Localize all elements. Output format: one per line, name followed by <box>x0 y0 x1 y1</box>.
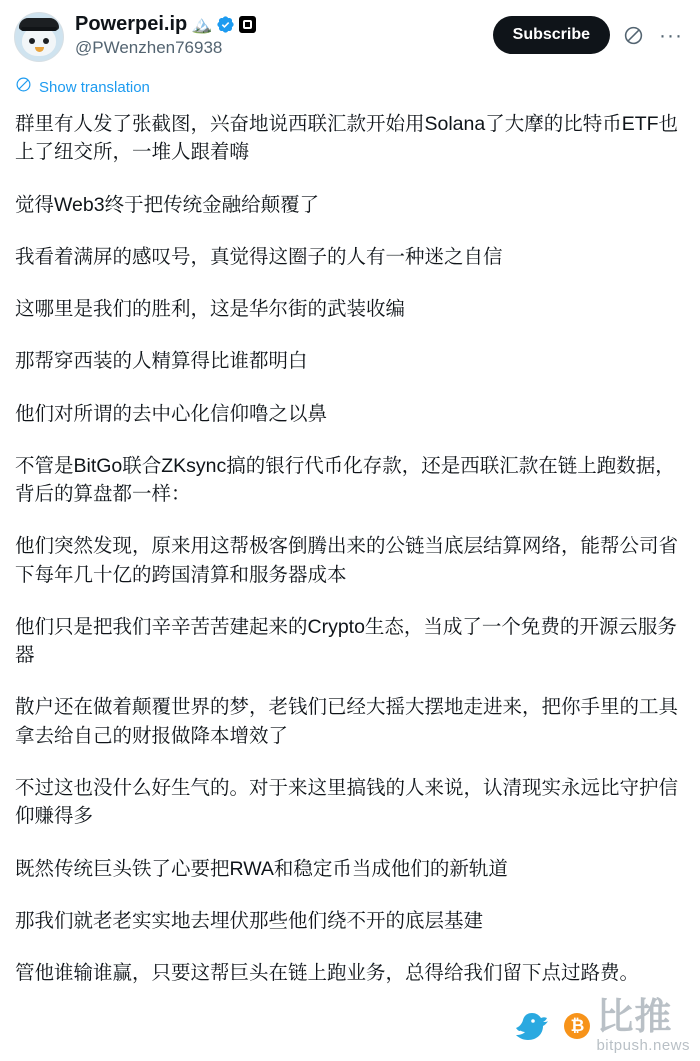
watermark-text <box>596 998 690 1053</box>
translate-icon <box>15 76 32 98</box>
tweet-paragraph: 他们只是把我们辛辛苦苦建起来的Crypto生态，当成了一个免费的开源云服务器 <box>15 615 677 667</box>
tweet-paragraph: 觉得Web3终于把传统金融给颠覆了 <box>15 193 320 216</box>
tweet-paragraph: 这哪里是我们的胜利，这是华尔街的武装收编 <box>15 298 406 321</box>
avatar-eye-left <box>29 38 35 44</box>
subscribe-button[interactable]: Subscribe <box>493 16 610 54</box>
tweet-paragraph: 不过这也没什么好生气的。对于来这里搞钱的人来说，认清现实永远比守护信仰赚得多 <box>15 776 679 828</box>
show-translation-row[interactable] <box>0 62 700 98</box>
tweet-paragraph: 他们对所谓的去中心化信仰噜之以鼻 <box>15 402 328 425</box>
profile-avatar[interactable] <box>14 12 64 62</box>
tweet-paragraph: 不管是BitGo联合ZKsync搞的银行代币化存款，还是西联汇款在链上跑数据，背后的算盘都一样： <box>15 454 675 506</box>
tweet-paragraph: 他们突然发现，原来用这帮极客倒腾出来的公链当底层结算网络，能帮公司省下每年几十亿的跨国清算和服务器成本 <box>15 535 679 586</box>
author-display-name[interactable]: Powerpei.ip <box>75 13 188 35</box>
watermark-title: 比推 <box>596 996 673 1037</box>
mountain-emoji-icon: 🏔️ <box>191 15 213 34</box>
avatar-eye-right <box>43 38 49 44</box>
site-watermark <box>512 998 690 1053</box>
tweet-paragraph: 那我们就老老实实地去埋伏那些他们绕不开的底层基建 <box>15 909 484 932</box>
tweet-paragraph: 群里有人发了张截图，兴奋地说西联汇款开始用Solana了大摩的比特币ETF也上了纽交所，一堆人跟着嗨 <box>15 113 679 164</box>
tweet-paragraph: 管他谁输谁赢，只要这帮巨头在链上跑业务，总得给我们留下点过路费。 <box>15 962 640 985</box>
more-options-label: ··· <box>659 23 683 47</box>
tweet-paragraph: 既然传统巨头铁了心要把RWA和稳定币当成他们的新轨道 <box>15 857 508 880</box>
grok-icon[interactable] <box>618 20 648 50</box>
author-handle[interactable]: @PWenzhen76938 <box>75 38 223 57</box>
affiliate-badge-icon[interactable] <box>239 16 256 33</box>
avatar-hat-shape <box>19 18 59 30</box>
tweet-paragraph: 那帮穿西装的人精算得比谁都明白 <box>15 350 308 373</box>
tweet-paragraph: 散户还在做着颠覆世界的梦，老钱们已经大摇大摆地走进来，把你手里的工具拿去给自己的财报做降本增效了 <box>15 696 679 747</box>
tweet-text-body <box>0 98 700 987</box>
tweet-paragraph: 我看着满屏的感叹号，真觉得这圈子的人有一种迷之自信 <box>15 245 503 268</box>
bird-logo-icon <box>512 1008 558 1044</box>
more-options-icon[interactable] <box>656 20 686 50</box>
verified-badge-icon <box>216 15 235 34</box>
show-translation-label[interactable]: Show translation <box>39 78 150 96</box>
bitcoin-coin-icon: ₿ <box>564 1013 590 1039</box>
header-actions <box>493 12 686 54</box>
author-identity <box>75 12 493 58</box>
author-name-row <box>75 13 493 36</box>
tweet-header <box>0 0 700 62</box>
watermark-subtitle: bitpush.news <box>596 1037 690 1054</box>
